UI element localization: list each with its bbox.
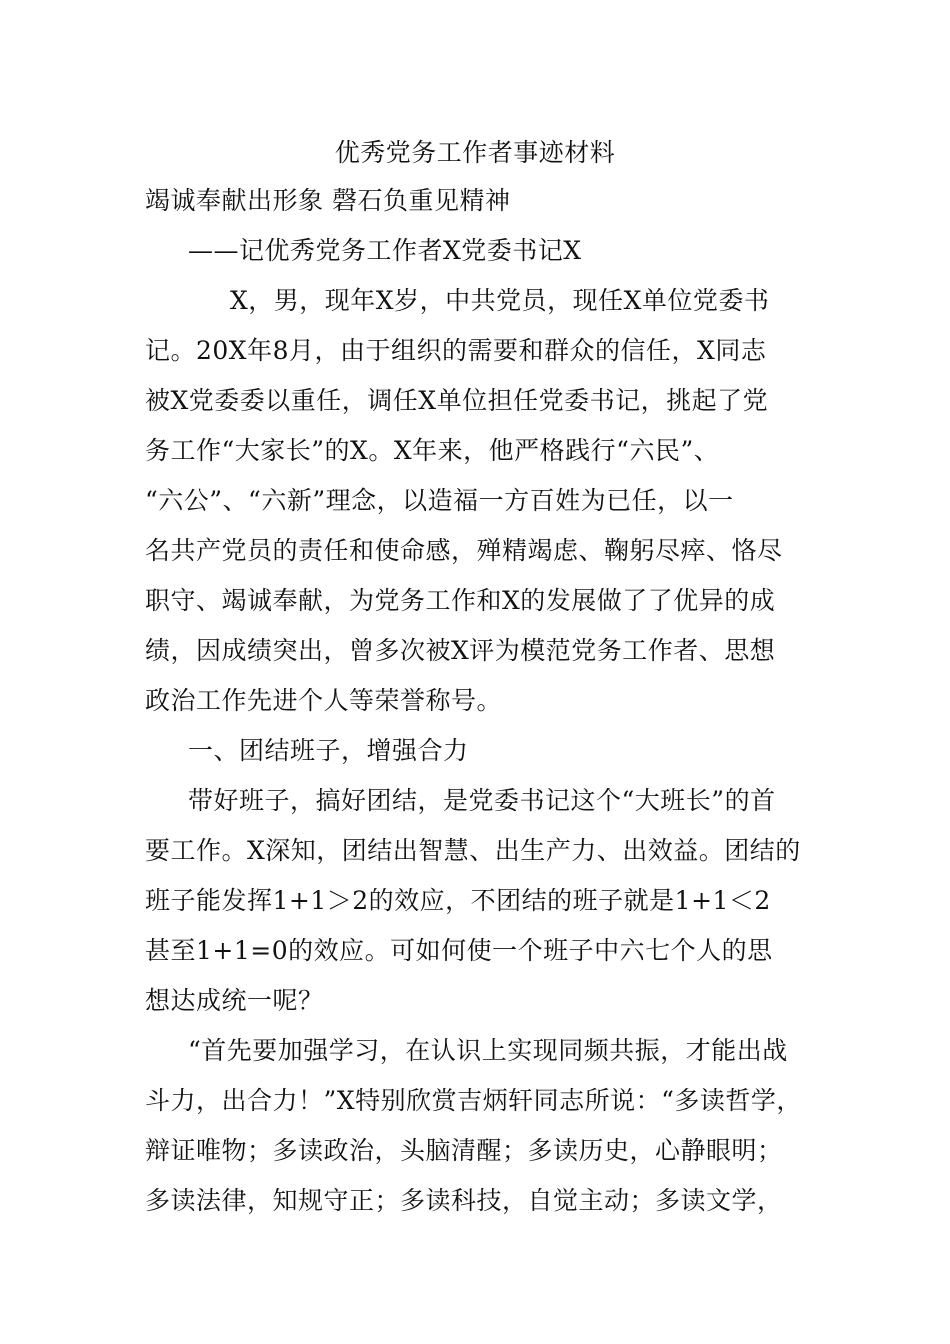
paragraph-line: 带好班子，搞好团结，是党委书记这个“大班长”的首	[188, 786, 776, 815]
paragraph-line: 职守、竭诚奉献，为党务工作和X的发展做了了优异的成	[145, 586, 776, 615]
paragraph-line: 记。20X年8月，由于组织的需要和群众的信任，X同志	[145, 336, 767, 365]
document-title: 优秀党务工作者事迹材料	[334, 138, 616, 167]
paragraph-line: 想达成统一呢？	[145, 986, 324, 1015]
paragraph-line: X，男，现年X岁，中共党员，现任X单位党委书	[230, 286, 770, 315]
document-byline: ——记优秀党务工作者X党委书记X	[188, 236, 582, 265]
paragraph-line: 多读法律，知规守正；多读科技，自觉主动；多读文学，	[145, 1186, 783, 1215]
paragraph-line: 政治工作先进个人等荣誉称号。	[145, 686, 503, 715]
paragraph-line: 班子能发挥1+1＞2的效应，不团结的班子就是1+1＜2	[145, 886, 771, 915]
paragraph-line: 辩证唯物；多读政治，头脑清醒；多读历史，心静眼明；	[145, 1136, 783, 1165]
paragraph-line: 名共产党员的责任和使命感，殚精竭虑、鞠躬尽瘁、恪尽	[145, 536, 783, 565]
section-heading: 一、团结班子，增强合力	[188, 736, 469, 765]
paragraph-line: “首先要加强学习，在认识上实现同频共振，才能出战	[188, 1036, 788, 1065]
paragraph-line: 被X党委委以重任，调任X单位担任党委书记，挑起了党	[145, 386, 769, 415]
paragraph-line: 甚至1+1=0的效应。可如何使一个班子中六七个人的思	[145, 936, 773, 965]
paragraph-line: 斗力，出合力！”X特别欣赏吉炳轩同志所说：“多读哲学，	[145, 1086, 802, 1115]
document-subtitle: 竭诚奉献出形象 磬石负重见精神	[145, 186, 511, 215]
paragraph-line: 要工作。X深知，团结出智慧、出生产力、出效益。团结的	[145, 836, 801, 865]
paragraph-line: 务工作“大家长”的X。X年来，他严格践行“六民”、	[145, 436, 720, 465]
paragraph-line: “六公”、“六新”理念，以造福一方百姓为已任，以一	[145, 486, 734, 515]
paragraph-line: 绩，因成绩突出，曾多次被X评为模范党务工作者、思想	[145, 636, 776, 665]
